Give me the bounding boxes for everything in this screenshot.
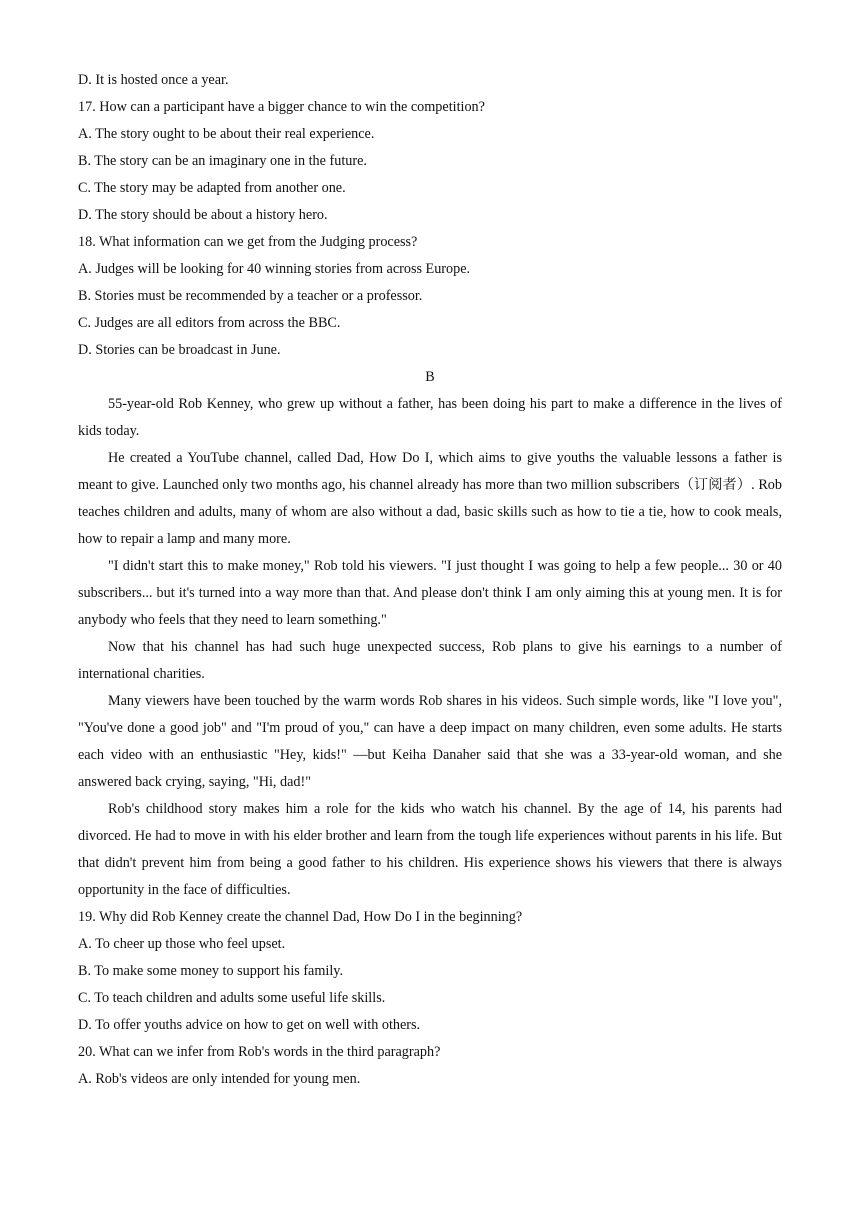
q18-option-b: B. Stories must be recommended by a teacher or a professor. — [78, 288, 423, 304]
q18-option-c: C. Judges are all editors from across the BBC. — [78, 315, 341, 331]
q16-option-d: D. It is hosted once a year. — [78, 72, 229, 88]
q19-option-d: D. To offer youths advice on how to get on well with others. — [78, 1017, 421, 1033]
passage-paragraph-1: 55-year-old Rob Kenney, who grew up without a father, has been doing his part to make a difference in the lives of kids today. — [78, 396, 782, 439]
section-b-heading: B — [425, 369, 435, 385]
q20-question: 20. What can we infer from Rob's words in the third paragraph? — [78, 1044, 441, 1060]
passage-paragraph-2: He created a YouTube channel, called Dad, How Do I, which aims to give youths the valuable lessons a father is meant to give. Launched only two months ago, his channel already has more than two million subscribers（订阅者）. Rob teaches children and adults, many of whom are also without a dad, basic skills such as how to tie a tie, how to cook meals, how to repair a lamp and many more. — [78, 450, 782, 547]
q17-option-b: B. The story can be an imaginary one in the future. — [78, 153, 367, 169]
passage-paragraph-6: Rob's childhood story makes him a role for the kids who watch his channel. By the age of 14, his parents had divorced. He had to move in with his elder brother and learn from the tough life experiences without parents in his life. But that didn't prevent him from being a good father to his children. His experience shows his viewers that there is always opportunity in the face of difficulties. — [78, 801, 782, 898]
q19-option-b: B. To make some money to support his family. — [78, 963, 343, 979]
q18-option-d: D. Stories can be broadcast in June. — [78, 342, 281, 358]
q17-option-d: D. The story should be about a history hero. — [78, 207, 328, 223]
q18-option-a: A. Judges will be looking for 40 winning stories from across Europe. — [78, 261, 471, 277]
q20-option-a: A. Rob's videos are only intended for young men. — [78, 1071, 361, 1087]
q17-option-c: C. The story may be adapted from another one. — [78, 180, 346, 196]
passage-paragraph-4: Now that his channel has had such huge unexpected success, Rob plans to give his earnings to a number of international charities. — [78, 639, 782, 682]
q19-question: 19. Why did Rob Kenney create the channel Dad, How Do I in the beginning? — [78, 909, 523, 925]
passage-paragraph-3: "I didn't start this to make money," Rob told his viewers. "I just thought I was going to help a few people... 30 or 40 subscribers... but it's turned into a way more than that. And please don't think I am only aiming this at young men. It is for anybody who feels that they need to learn something." — [78, 558, 782, 628]
q17-question: 17. How can a participant have a bigger chance to win the competition? — [78, 99, 485, 115]
q19-option-a: A. To cheer up those who feel upset. — [78, 936, 286, 952]
q18-question: 18. What information can we get from the Judging process? — [78, 234, 418, 250]
q19-option-c: C. To teach children and adults some useful life skills. — [78, 990, 386, 1006]
q17-option-a: A. The story ought to be about their real experience. — [78, 126, 375, 142]
passage-paragraph-5: Many viewers have been touched by the warm words Rob shares in his videos. Such simple words, like "I love you", "You've done a good job" and "I'm proud of you," can have a deep impact on many children, even some adults. He starts each video with an enthusiastic "Hey, kids!" —but Keiha Danaher said that she was a 33-year-old woman, and she answered back crying, saying, "Hi, dad!" — [78, 693, 782, 790]
